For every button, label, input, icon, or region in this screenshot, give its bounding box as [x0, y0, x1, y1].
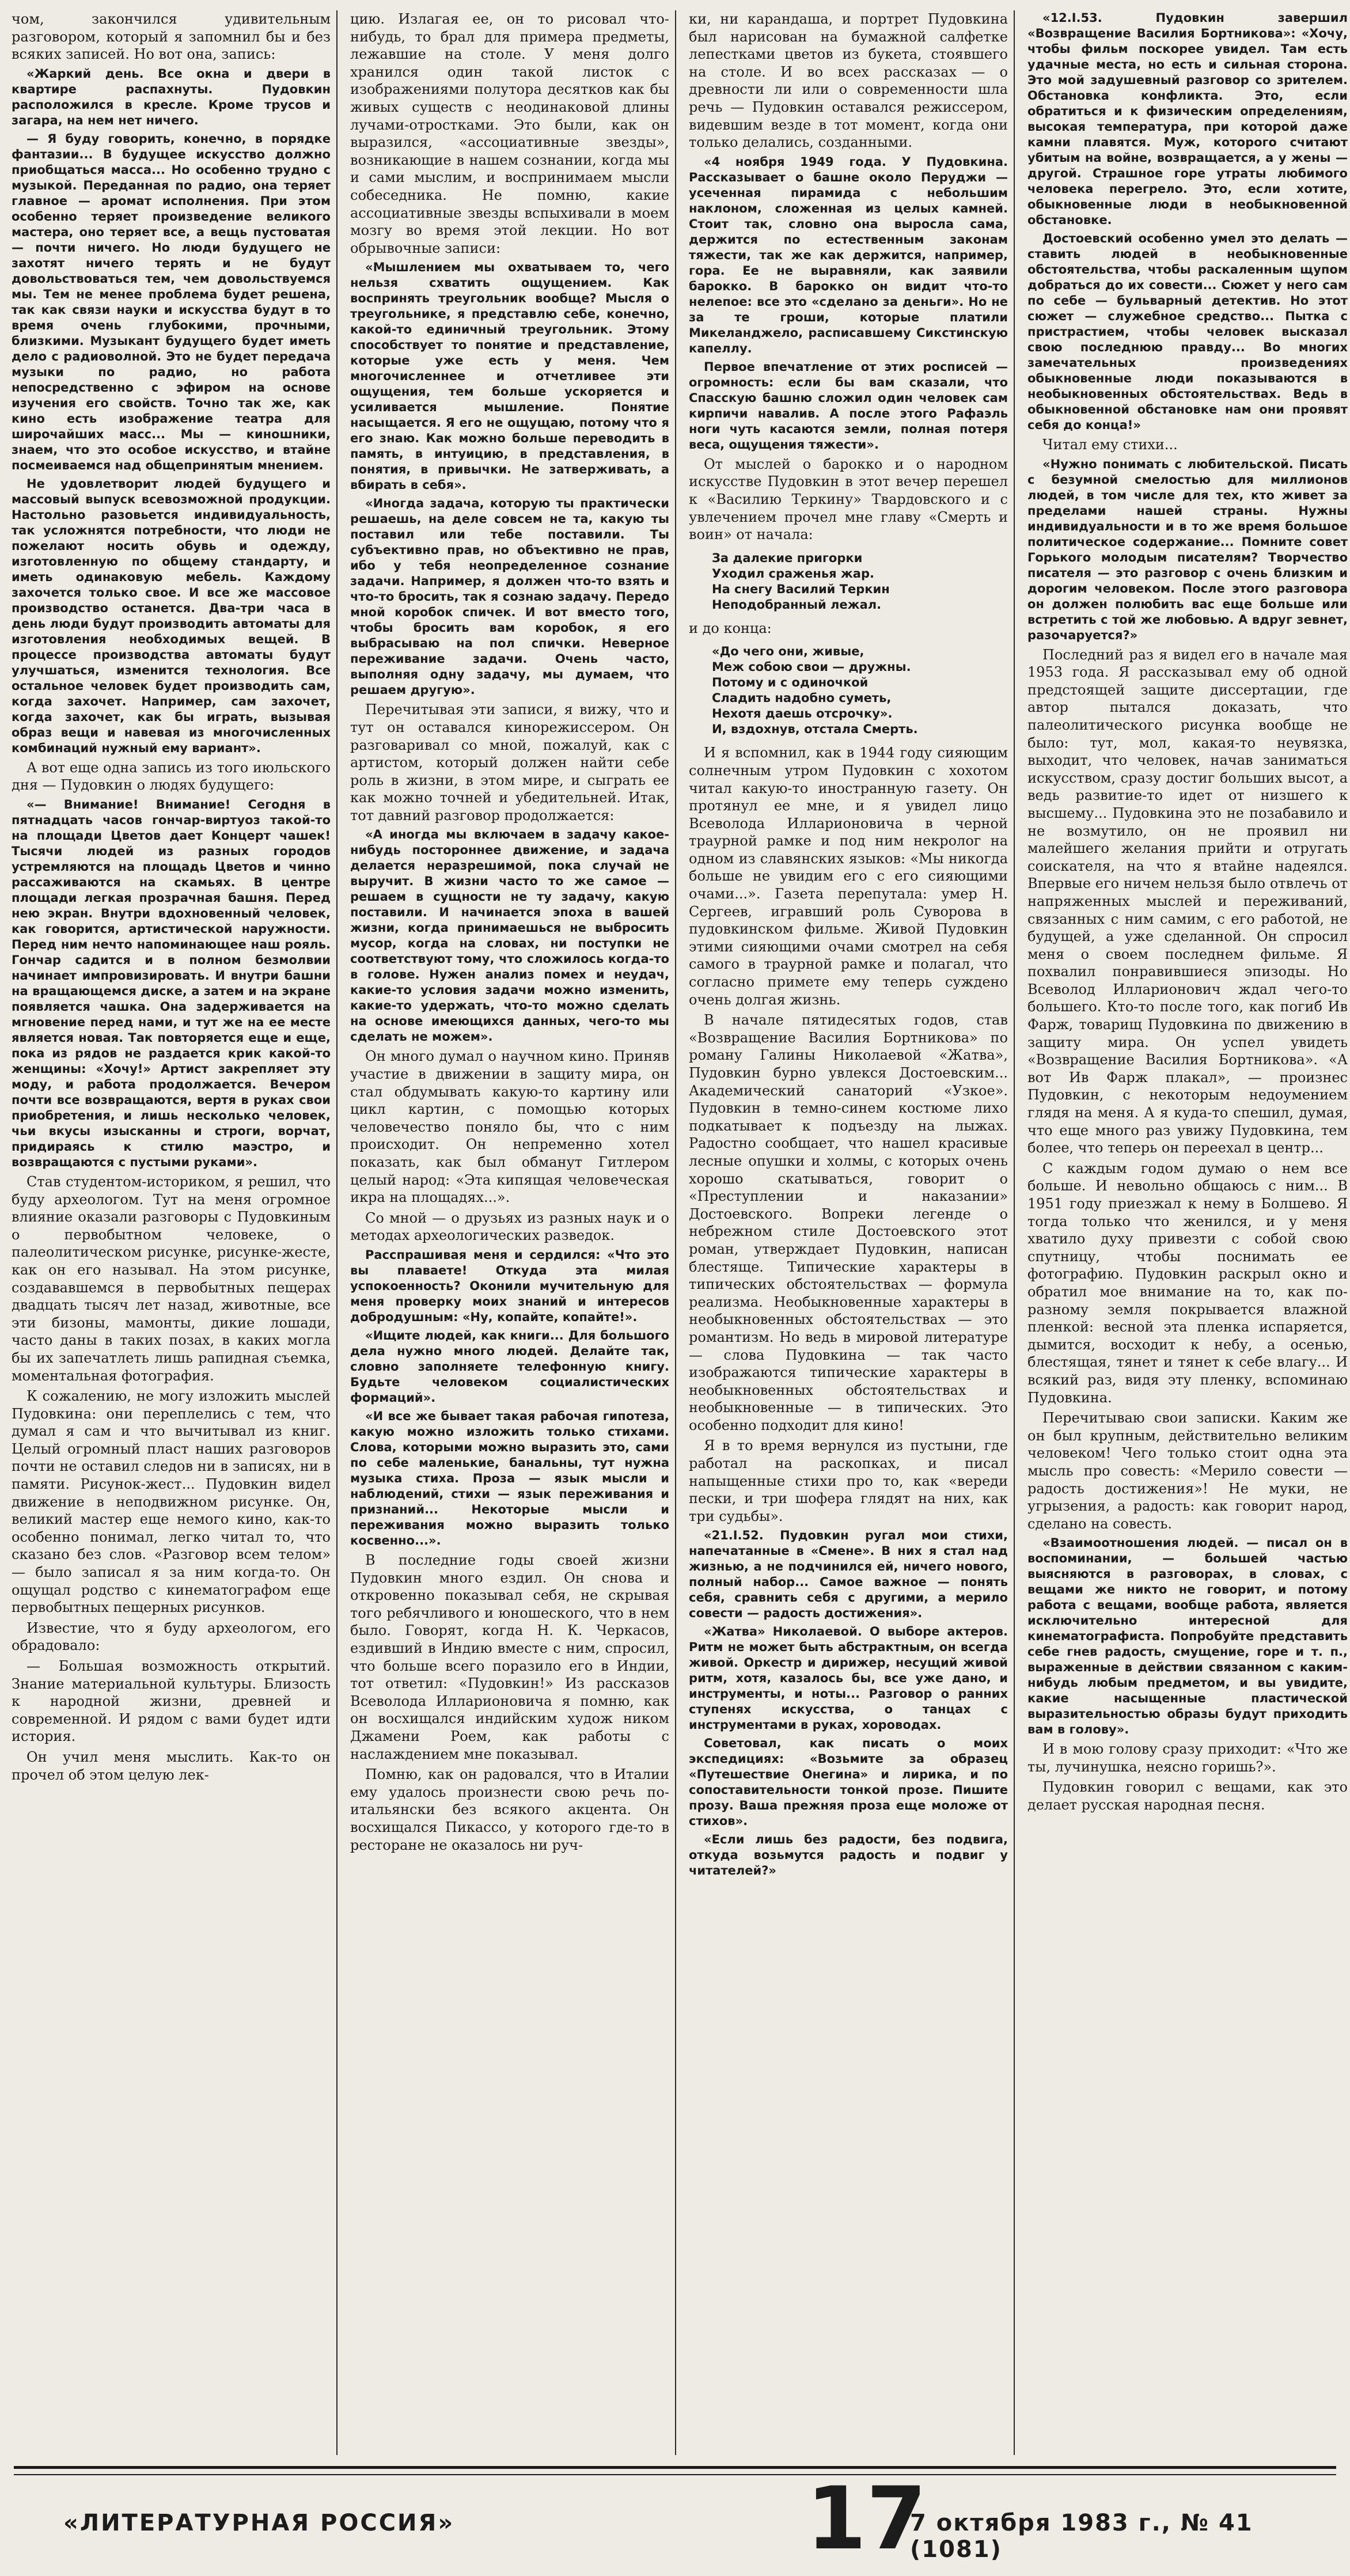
body-paragraph: ки, ни карандаша, и портрет Пудовкина был нарисован на бумажной салфетке лепестками цветов из букета, стоявшего на столе. И во всех рассказах — о древности ли или о современности шла речь — Пудовкин оставался режиссером, видевшим везде в тот момент, когда они только делались, созданными. [689, 11, 1008, 151]
quote-paragraph: «Нужно понимать с любительской. Писать с безумной смелостью для миллионов людей, в том числе для тех, кто живет за пределами нашей страны. Нужны индивидуальности и в то же время большое политическое содержание... Помните совет Горького молодым писателям? Творчество писателя — это разговор с очень близким и дорогим человеком. После этого разговора он должен полюбить вас еще больше или встретить с той же любовью. А вдруг зевнет, разочаруется?» [1027, 457, 1348, 642]
issue-date: 7 октября 1983 г., № 41 (1081) [910, 2510, 1253, 2563]
body-paragraph: А вот еще одна запись из того июльского дня — Пудовкин о людях будущего: [12, 759, 331, 794]
body-paragraph: Он много думал о научном кино. Приняв участие в движении в защиту мира, он стал обдумывать какую-то картину или цикл картин, с помощью которых человечество поняло бы, что с ним происходит. Он непременно хотел показать, как был обманут Гитлером целый народ: «Эта кипящая человеческая икра на площадях...». [350, 1048, 669, 1206]
body-paragraph: чом, закончился удивительным разговором, который я запомнил бы и без всяких записей. Но вот она, запись: [12, 11, 331, 63]
body-paragraph: Пудовкин говорил с вещами, как это делает русская народная песня. [1027, 1779, 1348, 1814]
body-paragraph: Я в то время вернулся из пустыни, где работал на раскопках, и писал напыщенные стихи про то, как «вереди пески, и три шофера глядят на них, как три судьбы». [689, 1437, 1008, 1524]
quote-paragraph: «Иногда задача, которую ты практически решаешь, на деле совсем не та, какую ты поставил или тебе поставили. Ты субъективно прав, но объективно не прав, ибо у тебя неопределенное сознание задачи. Например, я должен что-то взять и что-то бросить, так я сознаю задачу. Передо мной коробок спичек. И вот вместо того, чтобы бросить вам коробок, я его выбрасываю на пол спички. Неверное переживание задачи. Очень часто, выполняя одну задачу, мы думаем, что решаем другую». [350, 496, 669, 697]
poem-quote [712, 644, 1008, 737]
quote-paragraph: Советовал, как писать о моих экспедициях: «Возьмите за образец «Путешествие Онегина» и лирика, и по сопоставительности тонкой прозе. Пишите прозу. Ваша прежняя проза еще моложе от стихов». [689, 1736, 1008, 1828]
quote-paragraph: «А иногда мы включаем в задачу какое-нибудь постороннее движение, и задача делается неразрешимой, пока случай не выручит. В жизни часто то же самое — решаем в сущности не ту задачу, какую поставили. И начинается эпоха в вашей жизни, когда принимаешься не выбросить мусор, когда на словах, ни поступки не соответствуют тому, что сложилось когда-то в голове. Нужен анализ помех и неудач, какие-то условия задачи можно изменить, какие-то удержать, что-то можно сделать на основе имеющихся данных, чего-то мы сделать не можем». [350, 828, 669, 1044]
quote-paragraph: «4 ноября 1949 года. У Пудовкина. Рассказывает о башне около Перуджи — усеченная пирамида с небольшим наклоном, сложенная из целых камней. Стоит так, словно она выросла сама, держится по естественным законам тяжести, так же как держится, например, гора. Ее не выравняли, как заявили барокко. В барокко он видит что-то нелепое: все это «сделано за деньги». Но не за те гроши, которые платили Микеланджело, расписавшему Сикстинскую капеллу. [689, 154, 1008, 355]
body-paragraph: В последние годы своей жизни Пудовкин много ездил. Он снова и откровенно показывал себя, не скрывая того ребячливого и юношеского, что в нем было. Говорят, когда Н. К. Черкасов, ездивший в Индию вместе с ним, спросил, что больше всего поразило его в Индии, тот ответил: «Пудовкин!» Из рассказов Всеволода Илларионовича я помню, как он восхищался индийским худож ником Джамени Роем, как работы с наслаждением мне показывал. [350, 1552, 669, 1762]
body-paragraph: Читал ему стихи... [1042, 437, 1178, 453]
body-paragraph: Известие, что я буду археологом, его обрадовало: [12, 1619, 331, 1654]
column-2 [344, 10, 676, 2455]
poem-line: Меж собою свои — дружны. [712, 660, 911, 674]
column-4 [1022, 10, 1350, 2455]
quote-paragraph: «Ищите людей, как книги... Для большого дела нужно много людей. Делайте так, словно заполняете телефонную книгу. Будьте человеком социалистических формаций». [350, 1329, 669, 1405]
poem-quote [712, 551, 1008, 613]
publication-name: «ЛИТЕРАТУРНАЯ РОССИЯ» [63, 2510, 455, 2536]
body-paragraph: К сожалению, не могу изложить мыслей Пудовкина: они переплелись с тем, что думал я сам и что вычитывал из книг. Целый огромный пласт наших разговоров почти не оставил следов ни в записях, ни в памяти. Рисунок-жест... Пудовкин видел движение в неподвижном рисунке. Он, великий мастер еще немого кино, как-то особенно понимал, легко читал то, что сказано без слов. «Разговор всем телом» — было записал я за ним когда-то. Он ощущал родство с кинематографом еще первобытных пещерных рисунков. [12, 1388, 331, 1616]
body-paragraph: От мыслей о барокко и о народном искусстве Пудовкин в этот вечер перешел к «Василию Теркину» Твардовского и с увлечением прочел мне главу «Смерть и воин» от начала: [689, 456, 1008, 543]
quote-paragraph: «И все же бывает такая рабочая гипотеза, какую можно изложить только стихами. Слова, которыми можно выразить это, сами по себе маленькие, банальны, тут нужна музыка стиха. Проза — язык мысли и наблюдений, стихи — язык переживания и признаний... Некоторые мысли и переживания можно выразить только косвенно...». [350, 1409, 669, 1547]
page-number: 17 [806, 2469, 927, 2569]
body-paragraph: Со мной — о друзьях из разных наук и о методах археологических разведок. [350, 1209, 669, 1244]
footer-rule [14, 2466, 1336, 2469]
body-paragraph: Став студентом-историком, я решил, что буду археологом. Тут на меня огромное влияние оказали разговоры с Пудовкиным о первобытном человеке, о палеолитическом рисунке, рисунке-жесте, как он его называл. На этом рисунке, создававшемся в первобытных пещерах двадцать тысяч лет назад, животные, все эти бизоны, мамонты, дикие лошади, часто даны в таких позах, в каких могла бы их запечатлеть лишь рапидная съемка, моментальная фотография. [12, 1173, 331, 1384]
page-footer [0, 2458, 1350, 2576]
quote-paragraph: «12.I.53. Пудовкин завершил «Возвращение Василия Бортникова»: «Хочу, чтобы фильм поскорее увидел. Там есть удачные места, но есть и сильная сторона. Это мой задушевный разговор со зрителем. Обстановка конфликта. Это, если обратиться и к физическим определениям, высокая температура, при которой даже камни плавятся. Муж, которого считают убитым на войне, возвращается, а у жены — другой. Страшное горе утраты любимого человека перегрело. Это, если хотите, обыкновенные люди в необыкновенной обстановке. [1027, 11, 1348, 227]
quote-paragraph: «Если лишь без радости, без подвига, откуда возьмутся радость и подвиг у читателей?» [689, 1833, 1008, 1878]
footer-rule-thin [14, 2474, 1336, 2475]
quote-paragraph: «— Внимание! Внимание! Сегодня в пятнадцать часов гончар-виртуоз такой-то на площади Цветов дает Концерт чашек! Тысячи людей из разных городов устремляются на площадь Цветов и чинно рассаживаются на скамьях. В центре площади легкая прозрачная башня. Перед нею экран. Внутри вдохновенный человек, как говорится, артистической наружности. Перед ним нечто напоминающее наш рояль. Гончар садится и в полном безмолвии начинает импровизировать. И внутри башни на вращающемся диске, а затем и на экране появляется чашка. Она задерживается на мгновение перед нами, и тут же на ее месте является новая. Так повторяется еще и еще, пока из рядов не раздается крик какой-то женщины: «Хочу!» Артист закрепляет эту моду, и работа продолжается. Вечером почти все возвращаются, вертя в руках свои приобретения, и лишь несколько человек, чьи вкусы изысканны и строги, ворчат, придираясь к стилю маэстро, и возвращаются с пустыми руками». [12, 797, 331, 1169]
column-1 [6, 10, 338, 2455]
quote-paragraph: — Я буду говорить, конечно, в порядке фантазии... В будущее искусство должно приобщаться масса... Но особенно трудно с музыкой. Переданная по радио, она теряет главное — аромат исполнения. При этом особенно теряет произведение великого мастера, оно теряет все, а вещь пустоватая — почти ничего. Но люди будущего не захотят ничего терять и не будут довольствоваться тем, чем довольствуемся мы. Тем не менее проблема будет решена, так как связи науки и искусства будут в то время очень глубокими, прочными, близкими. Музыкант будущего будет иметь дело с радиоволной. Это не будет передача музыки по радио, но работа непосредственно с эфиром на основе изучения его свойств. Точно так же, как кино есть изображение театра для широчайших масс... Мы — киношники, знаем, что это особое искусство, и втайне посмеиваемся над общепринятым мнением. [12, 131, 331, 472]
poem-line: «До чего они, живые, [712, 644, 864, 659]
quote-paragraph: Расспрашивая меня и сердился: «Что это вы плаваете! Откуда эта милая успокоенность? Оконили мучительную для меня проверку моих знаний и интересов добродушным: «Ну, копайте, копайте!». [350, 1248, 669, 1324]
poem-line: Нехотя даешь отсрочку». [712, 707, 893, 721]
body-paragraph: И я вспомнил, как в 1944 году сияющим солнечным утром Пудовкин с хохотом читал какую-то иностранную газету. Он протянул ее мне, и я увидел лицо Всеволода Илларионовича в черной траурной рамке и под ним некролог на одном из славянских языков: «Мы никогда больше не увидим его с его сияющими очами...». Газета перепутала: умер Н. Сергеев, игравший роль Суворова в пудовкинском фильме. Живой Пудовкин этими сияющими очами смотрел на себя самого в траурной рамке и полагал, что согласно примете ему теперь суждено очень долгая жизнь. [689, 745, 1008, 1008]
column-3 [683, 10, 1015, 2455]
body-paragraph: — Большая возможность открытий. Знание материальной культуры. Близость к народной жизни, древней и современной. И рядом с вами будет идти история. [12, 1658, 331, 1745]
quote-paragraph: «Мышлением мы охватываем то, чего нельзя схватить ощущением. Как воспринять треугольник вообще? Мысля о треугольнике, я представлю себе, конечно, какой-то единичный треугольник. Этому способствует то понятие и представление, которые уже есть у меня. Чем многочисленнее и отчетливее эти ощущения, тем больше ускоряется и усиливается мышление. Понятие насыщается. Я его не ощущаю, потому что я его знаю. Как можно больше переводить в память, в интуицию, в представления, в понятия, в привычки. Не затверживать, а вбирать в себя». [350, 260, 669, 492]
body-paragraph: С каждым годом думаю о нем все больше. И невольно общаюсь с ним... В 1951 году приезжал к нему в Болшево. Я тогда только что женился, и у меня хватило духу привезти с собой свою спутницу, чтобы поснимать ее фотографию. Пудовкин раскрыл окно и обратил мое внимание на то, как по-разному земля покрывается влажной пленкой: весной эта пленка испаряется, дымится, восходит к небу, а осенью, блестящая, тянет и тянет к себе влагу... И всякий раз, видя эту пленку, вспоминаю Пудовкина. [1027, 1160, 1348, 1406]
poem-line: И, вздохнув, отстала Смерть. [712, 722, 918, 737]
body-paragraph: цию. Излагая ее, он то рисовал что-нибудь, то брал для примера предметы, лежавшие на столе. У меня долго хранился один такой листок с изображениями полутора десятков как бы живых существ с неодинаковой длины лучами-отростками. Это были, как он выразился, «ассоциативные звезды», возникающие в нашем сознании, когда мы и сами мыслим, и воспринимаем мысли собеседника. Не помню, какие ассоциативные звезды вспыхивали в моем мозгу во время этой лекции. Но вот обрывочные записи: [350, 11, 669, 256]
body-paragraph: В начале пятидесятых годов, став «Возвращение Василия Бортникова» по роману Галины Николаевой «Жатва», Пудовкин бурно увлекся Достоевским... Академический санаторий «Узкое». Пудовкин в темно-синем костюме лихо подкатывает к подъезду на лыжах. Радостно сообщает, что нашел красивые лесные опушки и холмы, с которых очень хорошо скатываться, говорит о «Преступлении и наказании» Достоевского. Вопреки легенде о небрежном стиле Достоевского этот роман, утверждает Пудовкин, написан блестяще. Типические характеры в типических обстоятельствах — формула реализма. Необыкновенные характеры в необыкновенных обстоятельствах — это романтизм. Но ведь в мировой литературе — слова Пудовкина — так часто изображаются типические характеры в необыкновенных обстоятельствах и необыкновенные — в типических. Это особенно подходит для кино! [689, 1012, 1008, 1433]
body-paragraph: Перечитываю свои записки. Каким же он был крупным, действительно великим человеком! Чего только стоит одна эта мысль про совесть: «Мерило совести — радость достижения»! Не муки, не угрызения, а радость: как говорит народ, сделано на совесть. [1027, 1410, 1348, 1532]
body-paragraph: И в мою голову сразу приходит: «Что же ты, лучинушка, неясно горишь?». [1027, 1741, 1348, 1775]
poem-line: На снегу Василий Теркин [712, 582, 890, 596]
quote-paragraph: «Жаркий день. Все окна и двери в квартире распахнуты. Пудовкин расположился в кресле. Кроме трусов и загара, на нем нет ничего. [12, 66, 331, 127]
poem-line: Потому и с одиночкой [712, 676, 869, 690]
body-paragraph: Помню, как он радовался, что в Италии ему удалось произнести свою речь по-итальянски без всякого акцента. Он восхищался Пикассо, у которого где-то в ресторане не оказалось ни руч- [350, 1766, 669, 1853]
body-paragraph: Последний раз я видел его в начале мая 1953 года. Я рассказывал ему об одной предстоящей защите диссертации, где автор пытался доказать, что палеолитического рисунка вообще не было: тут, мол, какая-то неувязка, выходит, что человек, начав заниматься искусством, сразу достиг больших высот, а ведь развитие-то идет от низшего к высшему... Пудовкина это не позабавило и не возмутило, он не проявил ни малейшего желания прийти и отругать соискателя, на что я втайне надеялся. Впервые его ничем нельзя было отвлечь от напряженных мыслей и переживаний, связанных с ним самим, с его работой, не будущей, а уже сделанной. Он спросил меня о своем последнем фильме. Я похвалил понравившиеся эпизоды. Но Всеволод Илларионович ждал чего-то большего. Кто-то после того, как погиб Ив Фарж, товарищ Пудовкина по движению в защиту мира. Он успел увидеть «Возвращение Василия Бортникова». «А вот Ив Фарж плакал», — произнес Пудовкин, с некоторым недоумением глядя на меня. А я куда-то спешил, думая, что еще много раз увижу Пудовкина, тем более, что теперь он переехал в центр... [1027, 646, 1348, 1156]
quote-paragraph: «Жатва» Николаевой. О выборе актеров. Ритм не может быть абстрактным, он всегда живой. Оркестр и дирижер, несущий живой ритм, хотя, казалось бы, все уже дано, и инструменты, и ноты... Разговор о ранних ступенях искусства, о танцах с инструментами в руках, хороводах. [689, 1625, 1008, 1732]
quote-paragraph: «Взаимоотношения людей. — писал он в воспоминании, — большей частью выясняются в разговорах, в словах, с вещами же никто не говорит, и потому работа с вещами, вообще работа, является исключительно интересной для кинематографиста. Попробуйте представить себе гнев радость, смущение, горе и т. п., выраженные в действии связанном с каким-нибудь любым предметом, и вы увидите, какие насыщенные пластической выразительностью образы будут приходить вам в голову». [1027, 1536, 1348, 1737]
poem-line: Сладить надобно суметь, [712, 691, 892, 705]
quote-paragraph: Не удовлетворит людей будущего и массовый выпуск всевозможной продукции. Настольно разовьется индивидуальность, так усложнятся потребности, что люди не пожелают носить обувь и одежду, изготовленную по общему стандарту, и иметь одинаковую мебель. Каждому захочется только свое. И все же массовое производство останется. Два-три часа в день люди будут производить автоматы для изготовления необходимых вещей. В процессе производства автоматы будут улучшаться, изменится технология. Все остальное человек будет производить сам, когда захочет. Например, сам захочет, когда захочет, как бы играть, вызывая образ вещи и навевая из многочисленных комбинаций нужный ему вариант». [12, 476, 331, 755]
poem-line: Неподобранный лежал. [712, 597, 882, 612]
quote-paragraph: Достоевский особенно умел это делать — ставить людей в необыкновенные обстоятельства, чтобы раскаленным щупом добраться до их совести... Сюжет у него сам по себе — бульварный детектив. Но этот сюжет — служебное средство... Пытка с пристрастием, чтобы человек высказал свою последнюю правду... Во многих замечательных произведениях обыкновенные люди показываются в необыкновенных обстоятельствах. Ведь в обыкновенной обстановке нам они проявят себя до конца!» [1027, 232, 1348, 432]
body-paragraph: Он учил меня мыслить. Как-то он прочел об этом целую лек- [12, 1748, 331, 1783]
body-paragraph: и до конца: [689, 620, 772, 636]
poem-line: За далекие пригорки [712, 551, 863, 565]
article-columns [6, 10, 1348, 2455]
body-paragraph: Перечитывая эти записи, я вижу, что и тут он оставался кинорежиссером. Он разговаривал со мной, пожалуй, как с артистом, который должен найти себе роль в жизни, в этом мире, и сыграть ее как можно точней и убедительней. Итак, тот давний разговор продолжается: [350, 701, 669, 824]
quote-paragraph: Первое впечатление от этих росписей — огромность: если бы вам сказали, что Спасскую башню сложил один человек сам кирпичи навалив. А после этого Рафаэль ноги чуть касаются земли, полная потеря веса, ощущения тяжести». [689, 359, 1008, 452]
quote-paragraph: «21.I.52. Пудовкин ругал мои стихи, напечатанные в «Смене». В них я стал над жизнью, а не подчинился ей, ничего нового, полный набор... Самое важное — понять себя, сравнить себя с другими, а мерило совести — радость достижения». [689, 1528, 1008, 1621]
poem-line: Уходил сраженья жар. [712, 566, 874, 581]
